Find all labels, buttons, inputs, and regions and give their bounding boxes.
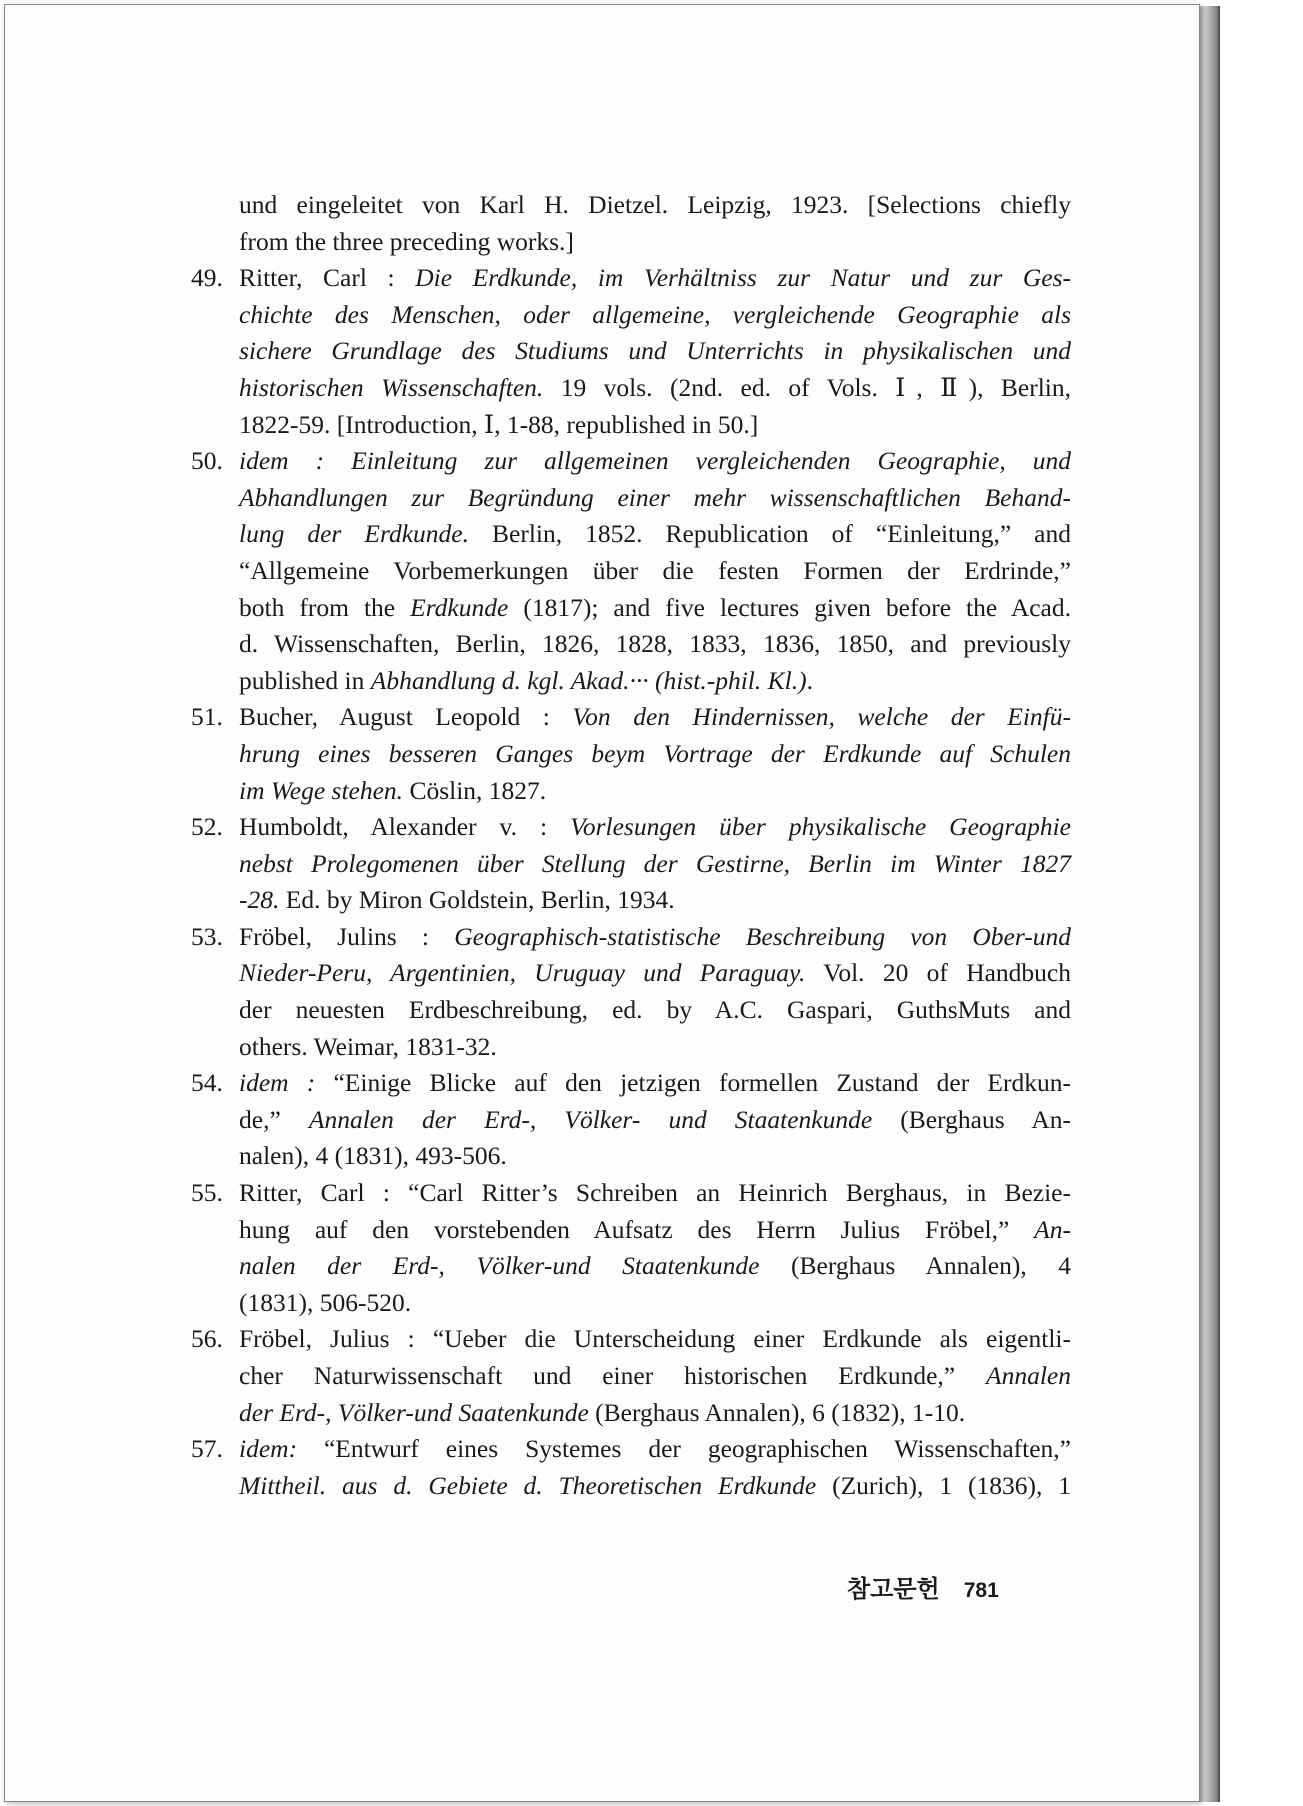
italic-text: idem:: [239, 1434, 298, 1464]
text-line: [239, 1029, 1071, 1066]
text-line: [239, 1321, 1071, 1358]
text-run: Berlin, 1852. Republication of “Einleitung,” and: [468, 519, 1071, 549]
text-line: [239, 1138, 1071, 1175]
italic-text: An-: [1034, 1214, 1071, 1244]
italic-text: idem :: [239, 1068, 316, 1098]
italic-text: Abhandlung d. kgl. Akad.··· (hist.-phil. Kl.): [370, 665, 807, 695]
bibliography-entry: [191, 1321, 1071, 1431]
text-line: [239, 370, 1071, 407]
entry-number: 49.: [191, 263, 223, 293]
italic-text: Mittheil. aus d. Gebiete d. Theoretischen Erdkunde: [239, 1470, 817, 1500]
italic-text: Nieder-Peru, Argentinien, Uruguay und Paraguay.: [239, 958, 806, 988]
italic-text: Von den Hindernissen, welche der Einfü-: [572, 702, 1071, 732]
text-run: (1831), 506-520.: [239, 1287, 412, 1317]
text-run: d. Wissenschaften, Berlin, 1826, 1828, 1833, 1836, 1850, and previously: [239, 629, 1071, 659]
text-run: from the three preceding works.]: [239, 226, 574, 256]
text-line: [239, 590, 1071, 627]
text-run: .: [806, 665, 813, 695]
text-line: [239, 516, 1071, 553]
text-run: Ritter, Carl : “Carl Ritter’s Schreiben an Heinrich Berghaus, in Bezie-: [239, 1178, 1071, 1208]
text-line: [239, 1358, 1071, 1395]
text-line: [239, 1175, 1071, 1212]
text-line: [239, 297, 1071, 334]
bibliography-entry: [191, 260, 1071, 443]
text-line: [239, 1395, 1071, 1432]
text-line: [239, 1248, 1071, 1285]
text-line: [239, 333, 1071, 370]
text-line: [239, 846, 1071, 883]
text-run: published in: [239, 665, 371, 695]
text-run: (Zurich), 1 (1836), 1: [816, 1470, 1071, 1500]
text-line: [239, 187, 1071, 224]
text-run: de,”: [239, 1104, 309, 1134]
italic-text: Abhandlungen zur Begründung einer mehr wissenschaftlichen Behand-: [239, 482, 1071, 512]
italic-text: Erdkunde: [410, 592, 509, 622]
continuation-text: [191, 187, 1071, 260]
text-run: hung auf den vorstebenden Aufsatz des Herrn Julius Fröbel,”: [239, 1214, 1035, 1244]
text-line: [239, 480, 1071, 517]
bibliography-entry: [191, 1065, 1071, 1175]
bibliography-entry: [191, 1175, 1071, 1321]
entry-number: 52.: [191, 812, 223, 842]
text-run: Humboldt, Alexander v. :: [239, 812, 571, 842]
bibliography-entry: [191, 1431, 1071, 1504]
bibliography-list: [191, 187, 1071, 1504]
italic-text: im Wege stehen.: [239, 775, 404, 805]
text-run: Ritter, Carl :: [239, 263, 416, 293]
text-run: Fröbel, Julins :: [239, 921, 455, 951]
text-line: [239, 407, 1071, 444]
text-line: [239, 1468, 1071, 1505]
text-line: [239, 736, 1071, 773]
bibliography-entry: [191, 809, 1071, 919]
text-run: Cöslin, 1827.: [403, 775, 547, 805]
text-line: [239, 224, 1071, 261]
text-line: [239, 663, 1071, 700]
italic-text: lung der Erdkunde.: [239, 519, 469, 549]
italic-text: nebst Prolegomenen über Stellung der Gestirne, Berlin im Winter 1827: [239, 848, 1071, 878]
text-run: (Berghaus Annalen), 6 (1832), 1-10.: [588, 1397, 966, 1427]
text-line: [239, 1285, 1071, 1322]
entry-number: 53.: [191, 921, 223, 951]
italic-text: Die Erdkunde, im Verhältniss zur Natur und zur Ges-: [415, 263, 1071, 293]
text-line: [239, 1102, 1071, 1139]
italic-text: nalen der Erd-, Völker-und Staatenkunde: [239, 1251, 760, 1281]
page-footer: [847, 1569, 999, 1604]
text-line: [239, 553, 1071, 590]
bibliography-entry: [191, 699, 1071, 809]
document-page: [4, 4, 1200, 1802]
text-line: [239, 699, 1071, 736]
italic-text: der Erd-, Völker-und Saatenkunde: [239, 1397, 589, 1427]
italic-text: idem : Einleitung zur allgemeinen vergleichenden Geographie, und: [239, 446, 1071, 476]
text-run: cher Naturwissenschaft und einer historischen Erdkunde,”: [239, 1361, 987, 1390]
text-line: [239, 992, 1071, 1029]
text-run: (1817); and five lectures given before the Acad.: [508, 592, 1072, 622]
entry-number: 54.: [191, 1068, 223, 1098]
italic-text: Vorlesungen über physikalische Geographie: [570, 812, 1071, 842]
entry-number: 56.: [191, 1324, 223, 1354]
text-run: others. Weimar, 1831-32.: [239, 1031, 497, 1061]
section-title: 참고문헌: [847, 1575, 940, 1603]
text-line: [239, 955, 1071, 992]
italic-text: chichte des Menschen, oder allgemeine, vergleichende Geographie als: [239, 299, 1071, 329]
italic-text: Annalen: [986, 1361, 1071, 1390]
text-run: “Entwurf eines Systemes der geographischen Wissenschaften,”: [297, 1434, 1071, 1464]
text-line: [239, 1065, 1071, 1102]
text-run: 19 vols. (2nd. ed. of Vols. Ⅰ, Ⅱ), Berlin,: [543, 372, 1071, 402]
text-line: [239, 1212, 1071, 1249]
text-run: 1822-59. [Introduction, Ⅰ, 1-88, republished in 50.]: [239, 409, 759, 439]
text-run: nalen), 4 (1831), 493-506.: [239, 1141, 507, 1171]
page-number: 781: [963, 1579, 999, 1602]
text-run: “Allgemeine Vorbemerkungen über die festen Formen der Erdrinde,”: [239, 555, 1071, 585]
italic-text: hrung eines besseren Ganges beym Vortrage der Erdkunde auf Schulen: [239, 738, 1071, 768]
italic-text: -28.: [239, 885, 280, 915]
text-run: (Berghaus An-: [872, 1104, 1072, 1134]
entry-number: 51.: [191, 702, 223, 732]
text-run: Ed. by Miron Goldstein, Berlin, 1934.: [279, 885, 675, 915]
text-run: (Berghaus Annalen), 4: [759, 1251, 1071, 1281]
text-line: [239, 443, 1071, 480]
text-run: und eingeleitet von Karl H. Dietzel. Leipzig, 1923. [Selections chiefly: [239, 190, 1071, 219]
entry-number: 57.: [191, 1434, 223, 1464]
text-run: der neuesten Erdbeschreibung, ed. by A.C. Gaspari, GuthsMuts and: [239, 995, 1071, 1025]
italic-text: Annalen der Erd-, Völker- und Staatenkunde: [308, 1104, 873, 1134]
text-line: [239, 809, 1071, 846]
text-run: Bucher, August Leopold :: [239, 702, 573, 732]
text-line: [239, 260, 1071, 297]
entry-number: 55.: [191, 1178, 223, 1208]
entries-container: [191, 260, 1071, 1504]
italic-text: sichere Grundlage des Studiums und Unterrichts in physikalischen und: [239, 336, 1071, 366]
text-run: Fröbel, Julius : “Ueber die Unterscheidung einer Erdkunde als eigentli-: [239, 1324, 1071, 1354]
entry-number: 50.: [191, 446, 223, 476]
text-run: both from the: [239, 592, 411, 622]
italic-text: Geographisch-statistische Beschreibung von Ober-und: [454, 921, 1071, 951]
text-line: [239, 626, 1071, 663]
text-line: [239, 882, 1071, 919]
bibliography-entry: [191, 919, 1071, 1065]
bibliography-entry: [191, 443, 1071, 699]
italic-text: historischen Wissenschaften.: [239, 372, 544, 402]
text-line: [239, 773, 1071, 810]
text-line: [239, 1431, 1071, 1468]
text-line: [239, 919, 1071, 956]
text-run: “Einige Blicke auf den jetzigen formellen Zustand der Erdkun-: [315, 1068, 1071, 1098]
text-run: Vol. 20 of Handbuch: [805, 958, 1071, 988]
